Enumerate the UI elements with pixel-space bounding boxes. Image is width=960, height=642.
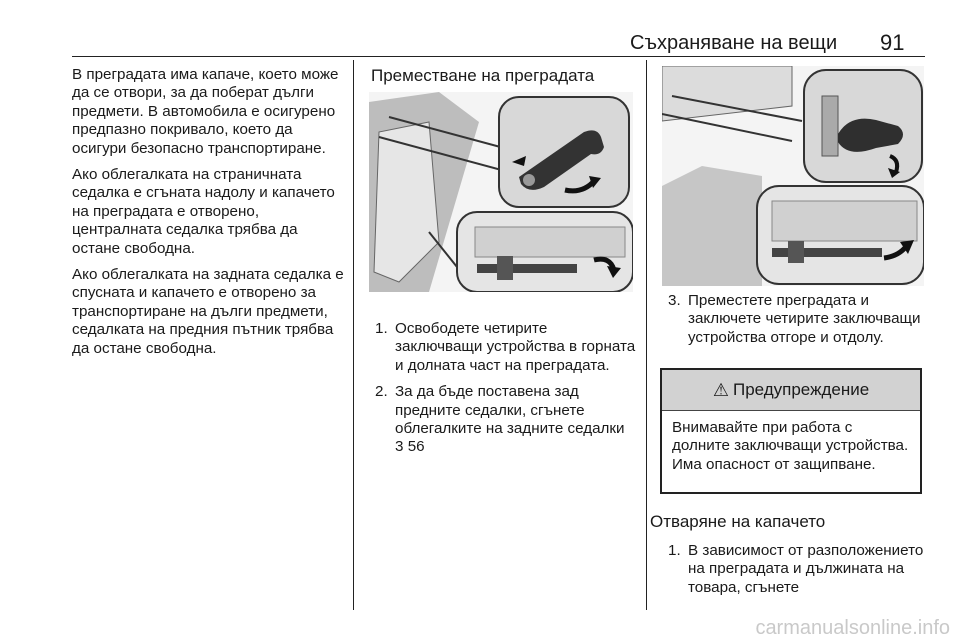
step-number: 3. xyxy=(668,292,681,309)
column-3-step3 xyxy=(668,292,924,355)
warning-title: Предупреждение xyxy=(732,380,870,399)
list-item xyxy=(375,320,637,375)
warning-body: Внимавайте при работа с долните заключващи устройства. Има опасност от защипване. xyxy=(672,419,909,473)
page-header-title: Съхраняване на вещи xyxy=(630,32,838,54)
page-ref-link[interactable]: 56 xyxy=(407,438,425,456)
header-rule xyxy=(72,56,925,57)
step-text: Преместете преградата и заключете четирите заключващи устройства отгоре и отдолу. xyxy=(688,292,921,346)
warning-icon: ⚠ xyxy=(712,379,729,400)
list-item xyxy=(668,542,926,597)
step-text: Освободете четирите заключващи устройства в горната и долната част на преградата. xyxy=(395,320,636,374)
column-divider-1 xyxy=(353,60,354,610)
warning-box xyxy=(660,368,922,494)
watermark: carmanualsonline.info xyxy=(755,617,950,639)
step-number: 2. xyxy=(375,383,388,401)
paragraph: В преградата има капаче, което може да се отвори, за да поберат дълги предмети. В автомобила е осигурено предпазно покривало, което да осигури безопасно транспортиране. xyxy=(72,66,339,157)
section-heading: Отваряне на капачето xyxy=(650,512,826,531)
paragraph: Ако облегалката на страничната седалка е сгъната надолу и капачето на преградата е отворено, централната седалка трябва да остане свободна. xyxy=(72,166,335,257)
list-item xyxy=(668,292,924,347)
warning-header xyxy=(662,370,920,411)
step-text: В зависимост от разположението на преградата и дължината на товара, сгънете xyxy=(688,542,924,596)
figure-move-partition xyxy=(369,92,633,292)
step-number: 1. xyxy=(668,542,681,559)
page-ref-icon: 3 xyxy=(395,438,404,456)
column-2-steps xyxy=(375,320,637,465)
column-2 xyxy=(371,66,641,86)
paragraph: Ако облегалката на задната седалка е спусната и капачето е отворено за транспортиране на дълги предмети, седалката на предния пътник трябва да остане свободна. xyxy=(72,266,344,357)
step-number: 1. xyxy=(375,320,388,337)
list-item xyxy=(375,383,637,457)
column-divider-2 xyxy=(646,60,647,610)
page-number: 91 xyxy=(880,30,905,55)
section-heading: Преместване на преградата xyxy=(371,66,595,85)
column-1 xyxy=(72,66,344,366)
step-text: За да бъде поставена зад предните седалки, сгънете облегалките на задните седалки xyxy=(395,383,625,438)
figure-lock-partition xyxy=(662,66,924,286)
column-3-lower xyxy=(650,512,926,605)
